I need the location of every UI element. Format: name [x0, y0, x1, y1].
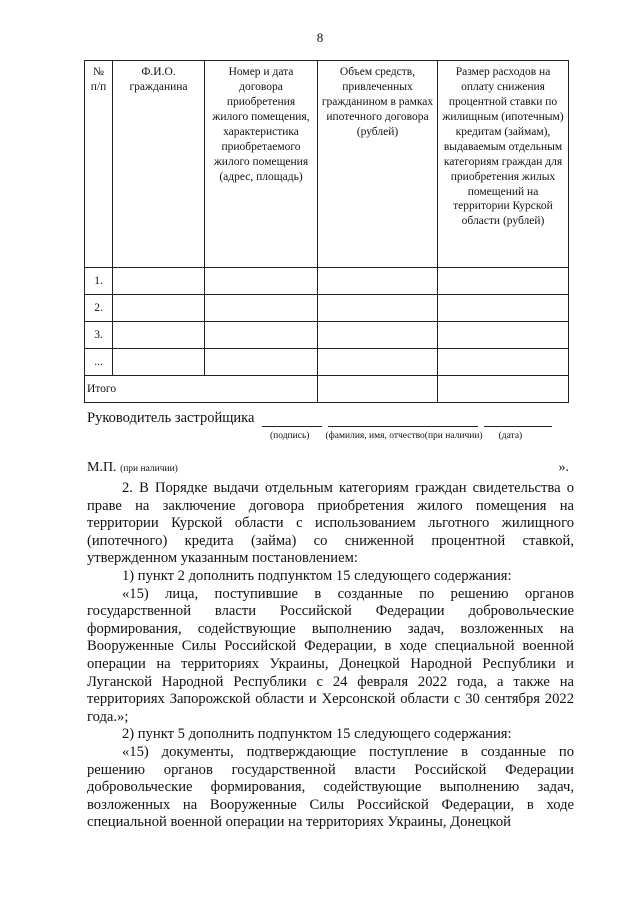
document-body — [87, 480, 574, 832]
date-blank — [484, 412, 552, 427]
row-number: 1. — [85, 268, 113, 295]
caption-signature: (подпись) — [270, 431, 310, 441]
table-cell — [113, 349, 205, 376]
row-number: 3. — [85, 322, 113, 349]
table-cell — [205, 322, 318, 349]
header-full-name: Ф.И.О. гражданина — [113, 61, 205, 268]
header-contract: Номер и дата договора приобретения жилого помещения, характеристика приобретаемого жилого помещения (адрес, площадь) — [205, 61, 318, 268]
table-cell — [113, 322, 205, 349]
table-cell — [318, 322, 438, 349]
paragraph: 1) пункт 2 дополнить подпунктом 15 следующего содержания: — [122, 567, 512, 584]
table-row — [85, 268, 569, 295]
page-number: 8 — [316, 30, 324, 45]
registry-table — [84, 60, 569, 403]
signature-captions — [270, 431, 522, 441]
signature-line — [87, 410, 577, 427]
table-cell — [318, 376, 438, 403]
signature-label: Руководитель застройщика — [87, 410, 255, 426]
table-cell — [438, 295, 569, 322]
table-cell — [438, 349, 569, 376]
row-number: 2. — [85, 295, 113, 322]
table-row — [85, 322, 569, 349]
paragraph: 2. В Порядке выдачи отдельным категориям граждан свидетельства о праве на заключение договора приобретения жилого помещения на территории Курской области с использованием льготного жилищного (ипотечного) кредита (займа) со сниженной процентной ставкой, утвержденном указанным постановлением: — [87, 480, 574, 567]
stamp-line — [87, 460, 569, 476]
table-row — [85, 295, 569, 322]
table-cell — [438, 322, 569, 349]
table-cell — [438, 376, 569, 403]
paragraph: «15) документы, подтверждающие поступление в созданные по решению органов государственной власти Российской Федерации добровольческие формирования, содействующие выполнению задач, возложенных на Вооруженные Силы Российской Федерации, в ходе специальной военной операции на территориях Украины, Донецкой — [87, 743, 574, 831]
total-label: Итого — [85, 376, 318, 403]
closing-quote: ». — [558, 460, 569, 475]
table-cell — [205, 349, 318, 376]
caption-date: (дата) — [498, 431, 523, 441]
table-cell — [318, 295, 438, 322]
table-header-row — [85, 61, 569, 268]
header-rate-reduction-cost: Размер расходов на оплату снижения процентной ставки по жилищным (ипотечным) кредитам (займам), выдаваемым отдельным категориям граждан для приобретения жилых помещений на территории Курской области (рублей) — [438, 61, 569, 268]
table-total-row — [85, 376, 569, 403]
table-row — [85, 349, 569, 376]
table-cell — [318, 349, 438, 376]
table-cell — [318, 268, 438, 295]
header-mortgage-amount: Объем средств, привлеченных гражданином в рамках ипотечного договора (рублей) — [318, 61, 438, 268]
table-cell — [205, 295, 318, 322]
signature-blank — [262, 412, 322, 427]
paragraph: «15) лица, поступившие в созданные по решению органов государственной власти Российской Федерации добровольческие формирования, содействующие выполнению задач, возложенных на Вооруженные Силы Российской Федерации, в ходе специальной военной операции на территориях Украины, Донецкой Народной Республики и Луганской Народной Республики с 24 февраля 2022 года, а также на территориях Запорожской области и Херсонской области с 30 сентября 2022 года.»; — [87, 585, 574, 725]
stamp-note: (при наличии) — [120, 464, 178, 474]
header-number: № п/п — [85, 61, 113, 268]
table-cell — [205, 268, 318, 295]
caption-full-name: (фамилия, имя, отчество(при наличии) — [325, 431, 483, 441]
name-blank — [328, 412, 478, 427]
table-cell — [438, 268, 569, 295]
stamp-label: М.П. — [87, 460, 117, 475]
table-cell — [113, 295, 205, 322]
row-number: ... — [85, 349, 113, 376]
table-cell — [113, 268, 205, 295]
paragraph: 2) пункт 5 дополнить подпунктом 15 следующего содержания: — [122, 726, 512, 743]
